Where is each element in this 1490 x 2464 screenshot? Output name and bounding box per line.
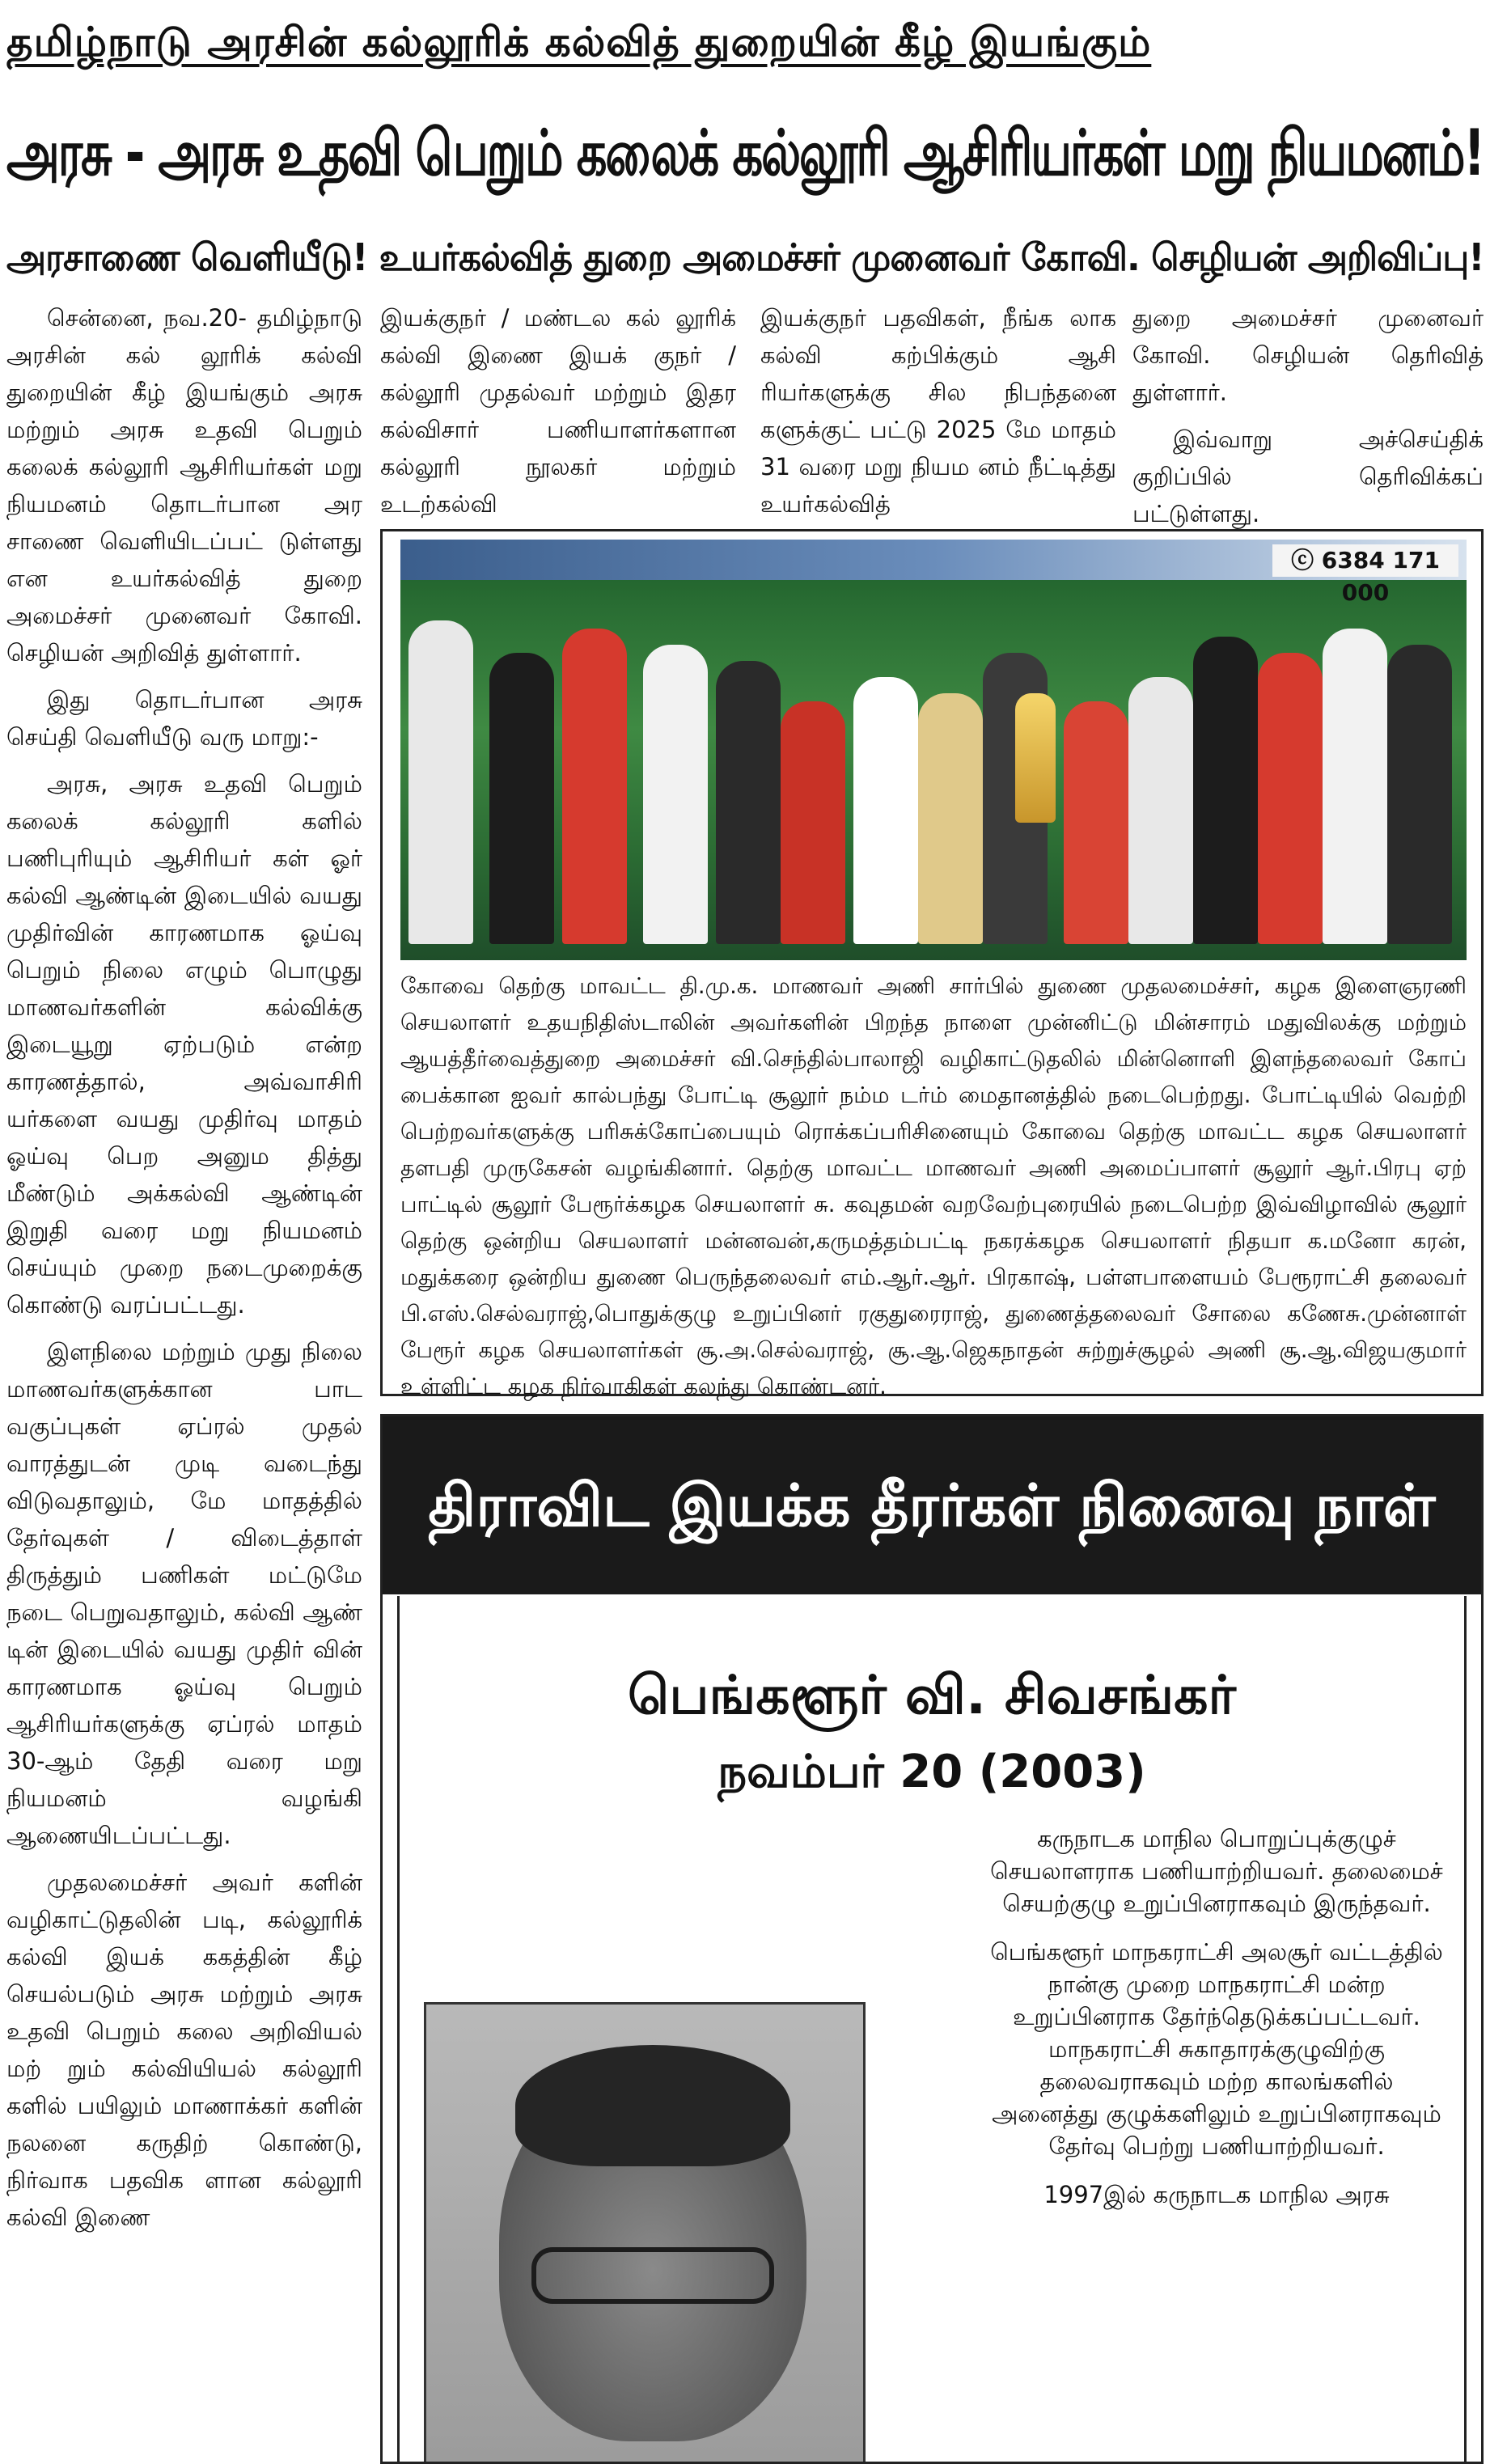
bio-paragraph: பெங்களூர் மாநகராட்சி அலசூர் வட்டத்தில் நான்கு முறை மாநகராட்சி மன்ற உறுப்பினராக தேர்ந்தெடுக்கப்பட்டவர். மாநகராட்சி சுகாதாரக்குழுவிற்கு தலைவராகவும் மற்ற காலங்களில் அனைத்து குழுக்களிலும் உறுப்பினராகவும் தேர்வு பெற்று பணியாற்றியவர்.	[990, 1938, 1443, 2160]
memorial-bio	[990, 1823, 1443, 2227]
kicker-line: தமிழ்நாடு அரசின் கல்லூரிக் கல்வித் துறையின் கீழ் இயங்கும்	[6, 19, 1152, 66]
memorial-date: நவம்பர் 20 (2003)	[717, 1746, 1146, 1798]
photo-caption: கோவை தெற்கு மாவட்ட தி.மு.க. மாணவர் அணி சார்பில் துணை முதலமைச்சர், கழக இளைஞரணி செயலாளர் உதயநிதிஸ்டாலின் அவர்களின் பிறந்த நாளை முன்னிட்டு மின்சாரம் மதுவிலக்கு மற்றும் ஆயத்தீர்வைத்துறை அமைச்சர் வி.செந்தில்பாலாஜி வழிகாட்டுதலில் மின்னொளி இளந்தலைவர் கோப் பைக்கான ஐவர் கால்பந்து போட்டி சூலூர் நம்ம டர்ம் மைதானத்தில் நடைபெற்றது. போட்டியில் வெற்றி பெற்றவர்களுக்கு பரிசுக்கோப்பையும் ரொக்கப்பரிசினையும் கோவை தெற்கு மாவட்ட கழக செயலாளர் தளபதி முருகேசன் வழங்கினார். தெற்கு மாவட்ட மாணவர் அணி அமைப்பாளர் சூலூர் ஆர்.பிரபு ஏற் பாட்டில் சூலூர் பேரூர்க்கழக செயலாளர் சு. கவுதமன் வறவேற்புரையில் நடைபெற்ற இவ்விழாவில் சூலூர் தெற்கு ஒன்றிய செயலாளர் மன்னவன்,கருமத்தம்பட்டி நகரக்கழக செயலாளர் நிதயா க.மனோ கரன், மதுக்கரை ஒன்றிய துணை பெருந்தலைவர் எம்.ஆர்.ஆர். பிரகாஷ், பள்ளபாளையம் பேரூராட்சி தலைவர் பி.எஸ்.செல்வராஜ்,பொதுக்குழு உறுப்பினர் ரகுதுரைராஜ், துணைத்தலைவர் சோலை கணேசு.முன்னாள் பேரூர் கழக செயலாளர்கள் சூ.அ.செல்வராஜ், சூ.ஆ.ஜெகநாதன் சுற்றுச்சூழல் அணி சூ.ஆ.விஜயகுமார் உள்ளிட்ட கழக நிர்வாகிகள் கலந்து கொண்டனர்.	[400, 973, 1467, 1399]
article-paragraph: முதலமைச்சர் அவர் களின் வழிகாட்டுதலின் படி, கல்லூரிக் கல்வி இயக் ககத்தின் கீழ் செயல்படும் அரசு மற்றும் அரசு உதவி பெறும் கலை அறிவியல் மற் றும் கல்வியியல் கல்லூரி களில் பயிலும் மாணாக்கர் களின் நலனை கருதிற் கொண்டு, நிர்வாக பதவிக ளான கல்லூரி கல்வி இணை	[6, 1869, 362, 2231]
photo-phone-sign: ⓒ 6384 171 000	[1272, 544, 1458, 577]
memorial-inner	[397, 1596, 1467, 2462]
person-silhouette	[1387, 645, 1452, 944]
person-silhouette	[918, 693, 983, 944]
person-silhouette	[643, 645, 708, 944]
portrait-hair	[515, 2045, 790, 2166]
article-column-4	[1132, 299, 1484, 542]
article-column-1	[6, 299, 362, 2246]
bio-paragraph: கருநாடக மாநில பொறுப்புக்குழுச் செயலாளராக பணியாற்றியவர். தலைமைச் செயற்குழு உறுப்பினராகவும் இருந்தவர்.	[990, 1825, 1443, 1917]
bio-paragraph: 1997இல் கருநாடக மாநில அரசு	[1043, 2181, 1390, 2208]
person-silhouette	[1323, 629, 1387, 944]
article-paragraph: சென்னை, நவ.20- தமிழ்நாடு அரசின் கல் லூரிக் கல்வி துறையின் கீழ் இயங்கும் அரசு மற்றும் அரசு உதவி பெறும் கலைக் கல்லூரி ஆசிரியர்கள் மறு நியமனம் தொடர்பான அர சாணை வெளியிடப்பட் டுள்ளது என உயர்கல்வித் துறை அமைச்சர் முனைவர் கோவி. செழியன் அறிவித் துள்ளார்.	[6, 304, 362, 667]
person-silhouette	[408, 620, 473, 944]
crowd-silhouettes	[400, 596, 1467, 944]
article-paragraph: துறை அமைச்சர் முனைவர் கோவி. செழியன் தெரிவித் துள்ளார்.	[1132, 304, 1484, 406]
article-column-3	[760, 299, 1116, 532]
person-silhouette	[562, 629, 627, 944]
person-silhouette	[716, 661, 781, 944]
article-paragraph: அரசு, அரசு உதவி பெறும் கலைக் கல்லூரி களில் பணிபுரியும் ஆசிரியர் கள் ஓர் கல்வி ஆண்டின் இடையில் வயது முதிர்வின் காரணமாக ஓய்வு பெறும் நிலை எழும் பொழுது மாணவர்களின் கல்விக்கு இடையூறு ஏற்படும் என்ற காரணத்தால், அவ்வாசிரி யர்களை வயது முதிர்வு மாதம் ஓய்வு பெற அனும தித்து மீண்டும் அக்கல்வி ஆண்டின் இறுதி வரை மறு நியமனம் செய்யும் முறை நடைமுறைக்கு கொண்டு வரப்பட்டது.	[6, 770, 362, 1319]
trophy-icon	[1015, 693, 1056, 823]
subheadline: அரசாணை வெளியீடு! உயர்கல்வித் துறை அமைச்சர் முனைவர் கோவி. செழியன் அறிவிப்பு!	[6, 235, 1484, 279]
article-paragraph: இளநிலை மற்றும் முது நிலை மாணவர்களுக்கான பாட வகுப்புகள் ஏப்ரல் முதல் வாரத்துடன் முடி வடைந்து விடுவதாலும், மே மாதத்தில் தேர்வுகள் / விடைத்தாள் திருத்தும் பணிகள் மட்டுமே நடை பெறுவதாலும், கல்வி ஆண் டின் இடையில் வயது முதிர் வின் காரணமாக ஓய்வு பெறும் ஆசிரியர்களுக்கு ஏப்ரல் மாதம் 30-ஆம் தேதி வரை மறு நியமனம் வழங்கி ஆணையிடப்பட்டது.	[6, 1338, 362, 1849]
person-silhouette	[1064, 701, 1128, 944]
person-silhouette	[781, 701, 845, 944]
person-silhouette	[1258, 653, 1323, 944]
article-column-2	[380, 299, 736, 532]
memorial-title: திராவிட இயக்க தீரர்கள் நினைவு நாள்	[383, 1416, 1481, 1594]
person-silhouette	[1128, 677, 1193, 944]
memorial-box	[380, 1414, 1484, 2464]
memorial-name: பெங்களூர் வி. சிவசங்கர்	[628, 1664, 1236, 1726]
article-paragraph: இது தொடர்பான அரசு செய்தி வெளியீடு வரு மாறு:-	[6, 686, 362, 751]
article-paragraph: இயக்குநர் / மண்டல கல் லூரிக் கல்வி இணை இயக் குநர் / கல்லூரி முதல்வர் மற்றும் இதர கல்விசார் பணியாளர்களான கல்லூரி நூலகர் மற்றும் உடற்கல்வி	[380, 304, 736, 518]
article-paragraph: இவ்வாறு அச்செய்திக் குறிப்பில் தெரிவிக்கப் பட்டுள்ளது.	[1132, 425, 1484, 527]
person-silhouette	[1193, 637, 1258, 944]
photo-news-box	[380, 529, 1484, 1399]
portrait-photo	[424, 2002, 866, 2464]
person-silhouette	[853, 677, 918, 944]
person-silhouette	[489, 653, 554, 944]
headline: அரசு - அரசு உதவி பெறும் கலைக் கல்லூரி ஆசிரியர்கள் மறு நியமனம்!	[6, 117, 1484, 190]
portrait-glasses	[531, 2247, 774, 2304]
article-paragraph: இயக்குநர் பதவிகள், நீங்க லாக கல்வி கற்பிக்கும் ஆசி ரியர்களுக்கு சில நிபந்தனை களுக்குட் பட்டு 2025 மே மாதம் 31 வரை மறு நியம னம் நீட்டித்து உயர்கல்வித்	[760, 304, 1116, 518]
football-team-photo	[400, 540, 1467, 960]
